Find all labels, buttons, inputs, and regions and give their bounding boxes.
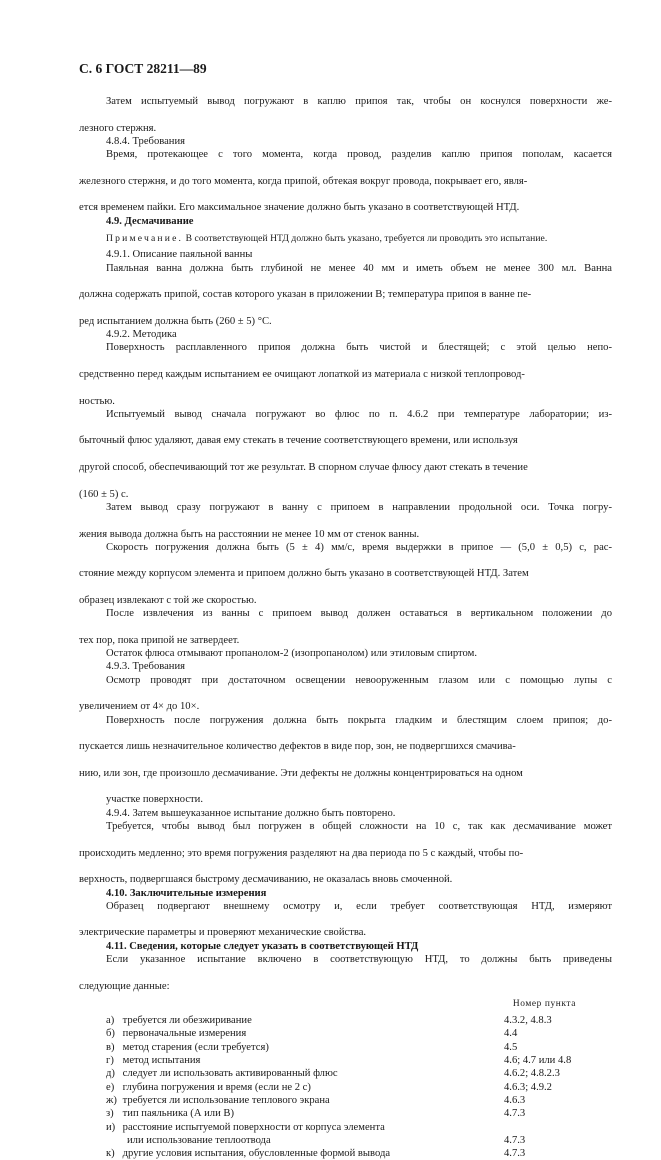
list-item-text: или использование теплоотвода [127, 1134, 271, 1146]
paragraph-line: Образец подвергают внешнему осмотру и, если требует соответствующая НТД, измеряют [106, 900, 612, 912]
list-item-label: и) [106, 1121, 116, 1133]
list-item-ref: 4.6; 4.7 или 4.8 [504, 1055, 572, 1067]
list-item-ref: 4.5 [504, 1041, 518, 1053]
list-item-continuation [79, 1134, 612, 1147]
list-item-label: ж) [106, 1094, 117, 1106]
page-header: С. 6 ГОСТ 28211—89 [79, 61, 207, 76]
paragraph-line: Если указанное испытание включено в соответствующую НТД, то должны быть приведены [106, 954, 612, 965]
paragraph-line: жения вывода должна быть на расстоянии не менее 10 мм от стенок ванны. [79, 528, 420, 540]
list-item-text: следует ли использовать активированный флюс [122, 1068, 338, 1080]
note-label: Примечание. [106, 232, 184, 244]
paragraph-line: Требуется, чтобы вывод был погружен в общей сложности на 10 с, так как десмачивание может [106, 821, 612, 833]
note-text: В соответствующей НТД должно быть указано, требуется ли проводить это испытание. [183, 232, 548, 244]
list-item-label: е) [106, 1081, 115, 1093]
paragraph-line: Поверхность после погружения должна быть покрыта гладким и блестящим слоем припоя; до- [106, 714, 612, 726]
paragraph-line: должна содержать припой, состав которого указан в приложении В; температура припоя в ванне пе- [79, 289, 532, 301]
paragraph-line: (160 ± 5) с. [79, 488, 129, 500]
section-heading-4-9-2: 4.9.2. Методика [106, 329, 177, 341]
paragraph-line: Поверхность расплавленного припоя должна быть чистой и блестящей; с этой целью непо- [106, 342, 612, 354]
list-item-text: глубина погружения и время (если не 2 с) [122, 1081, 311, 1093]
list-item [79, 1147, 612, 1160]
section-heading-4-11: 4.11. Сведения, которые следует указать в соответствующей НТД [106, 940, 419, 952]
list-item-text: метод испытания [122, 1055, 201, 1067]
paragraph-line: Осмотр проводят при достаточном освещении невооруженным глазом или с помощью лупы с [106, 674, 612, 686]
list-item [79, 1081, 612, 1094]
paragraph-line: следующие данные: [79, 980, 170, 992]
paragraph-line: Остаток флюса отмывают пропанолом-2 (изопропанолом) или этиловым спиртом. [106, 648, 477, 660]
section-heading-4-8-4: 4.8.4. Требования [106, 135, 186, 147]
document-body [79, 95, 612, 1160]
list-item-text: требуется ли использование теплового экрана [122, 1094, 330, 1106]
section-heading-4-9-1: 4.9.1. Описание паяльной ванны [106, 249, 253, 261]
list-item-ref: 4.7.3 [504, 1148, 526, 1160]
list-item [79, 1121, 612, 1134]
section-heading-4-9: 4.9. Десмачивание [106, 215, 194, 227]
paragraph-line: пускается лишь незначительное количество дефектов в виде пор, зон, не подвергшихся смачива- [79, 741, 516, 753]
list-item [79, 1067, 612, 1080]
paragraph-line: ется временем пайки. Его максимальное значение должно быть указано в соответствующей НТД. [79, 202, 520, 214]
data-list [79, 1014, 612, 1160]
paragraph-line: ред испытанием должна быть (260 ± 5) °С. [79, 315, 272, 327]
list-item-text: требуется ли обезжиривание [122, 1015, 252, 1027]
list-item-ref: 4.7.3 [504, 1134, 526, 1146]
paragraph-line: Затем вывод сразу погружают в ванну с припоем в направлении продольной оси. Точка погру- [106, 501, 612, 513]
paragraph-line: Время, протекающее с того момента, когда провод, разделив каплю припоя пополам, касается [106, 149, 612, 161]
list-item-ref: 4.6.2; 4.8.2.3 [504, 1068, 560, 1080]
paragraph-line: стояние между корпусом элемента и припоем должно быть указано в соответствующей НТД. Затем [79, 568, 529, 580]
list-item-text: тип паяльника (А или В) [122, 1108, 235, 1120]
paragraph-line: Испытуемый вывод сначала погружают во флюс по п. 4.6.2 при температуре лаборатории; из- [106, 408, 612, 420]
list-item-label: з) [106, 1108, 114, 1120]
list-item-text: другие условия испытания, обусловленные формой вывода [122, 1148, 391, 1160]
list-item-label: в) [106, 1041, 115, 1053]
list-item-ref: 4.3.2, 4.8.3 [504, 1015, 552, 1027]
paragraph-line: Затем испытуемый вывод погружают в каплю припоя так, чтобы он коснулся поверхности же- [106, 96, 612, 107]
list-item [79, 1027, 612, 1040]
list-item-ref: 4.4 [504, 1028, 518, 1040]
list-column-header: Номер пункта [512, 998, 576, 1009]
list-item-text: первоначальные измерения [122, 1028, 247, 1040]
paragraph-line: После извлечения из ванны с припоем вывод должен оставаться в вертикальном положении до [106, 608, 612, 620]
paragraph-line: увеличением от 4× до 10×. [79, 701, 200, 713]
paragraph-line: ностью. [79, 395, 115, 407]
paragraph-line: Скорость погружения должна быть (5 ± 4) мм/с, время выдержки в припое — (5,0 ± 0,5) с, рас- [106, 541, 612, 553]
list-item-text: метод старения (если требуется) [122, 1041, 269, 1053]
list-item [79, 1094, 612, 1107]
paragraph-line: лезного стержня. [79, 122, 157, 134]
list-item [79, 1041, 612, 1054]
list-item-label: д) [106, 1068, 115, 1080]
list-item [79, 1107, 612, 1120]
list-item-text: расстояние испытуемой поверхности от корпуса элемента [122, 1121, 385, 1133]
list-item-label: а) [106, 1015, 115, 1027]
section-heading-4-9-3: 4.9.3. Требования [106, 661, 186, 673]
paragraph-line: происходить медленно; это время погружения разделяют на два периода по 5 с каждый, чтобы по- [79, 847, 524, 859]
paragraph-line: тех пор, пока припой не затвердеет. [79, 634, 240, 646]
paragraph-line: участке поверхности. [106, 794, 203, 806]
note [79, 232, 612, 245]
list-item [79, 1054, 612, 1067]
paragraph-line: другой способ, обеспечивающий тот же результат. В спорном случае флюсу дают стекать в течение [79, 462, 528, 474]
paragraph-line: быточный флюс удаляют, давая ему стекать в течение соответствующего времени, или используя [79, 435, 518, 447]
paragraph-line: электрические параметры и проверяют механические свойства. [79, 927, 367, 939]
list-item-label: б) [106, 1028, 115, 1040]
list-item-ref: 4.6.3; 4.9.2 [504, 1081, 552, 1093]
paragraph-line: железного стержня, и до того момента, когда припой, обтекая вокруг провода, покрывает его, явля- [79, 175, 528, 187]
paragraph-line: Паяльная ванна должна быть глубиной не менее 40 мм и иметь объем не менее 300 мл. Ванна [106, 262, 612, 274]
list-item-label: к) [106, 1148, 115, 1160]
paragraph-line: средственно перед каждым испытанием ее очищают лопаткой из материала с низкой теплопровод- [79, 368, 525, 380]
list-item-ref: 4.6.3 [504, 1094, 526, 1106]
list-item-label: г) [106, 1055, 114, 1067]
paragraph-line: образец извлекают с той же скоростью. [79, 594, 257, 606]
section-heading-4-10: 4.10. Заключительные измерения [106, 887, 267, 899]
list-item-ref: 4.7.3 [504, 1108, 526, 1120]
paragraph-line: верхность, подвергшаяся быстрому десмачиванию, не оказалась вновь смоченной. [79, 874, 453, 886]
section-heading-4-9-4: 4.9.4. Затем вышеуказанное испытание должно быть повторено. [106, 807, 396, 819]
list-item [79, 1014, 612, 1027]
paragraph-line: нию, или зон, где произошло десмачивание. Эти дефекты не должны концентрироваться на одном [79, 767, 523, 779]
